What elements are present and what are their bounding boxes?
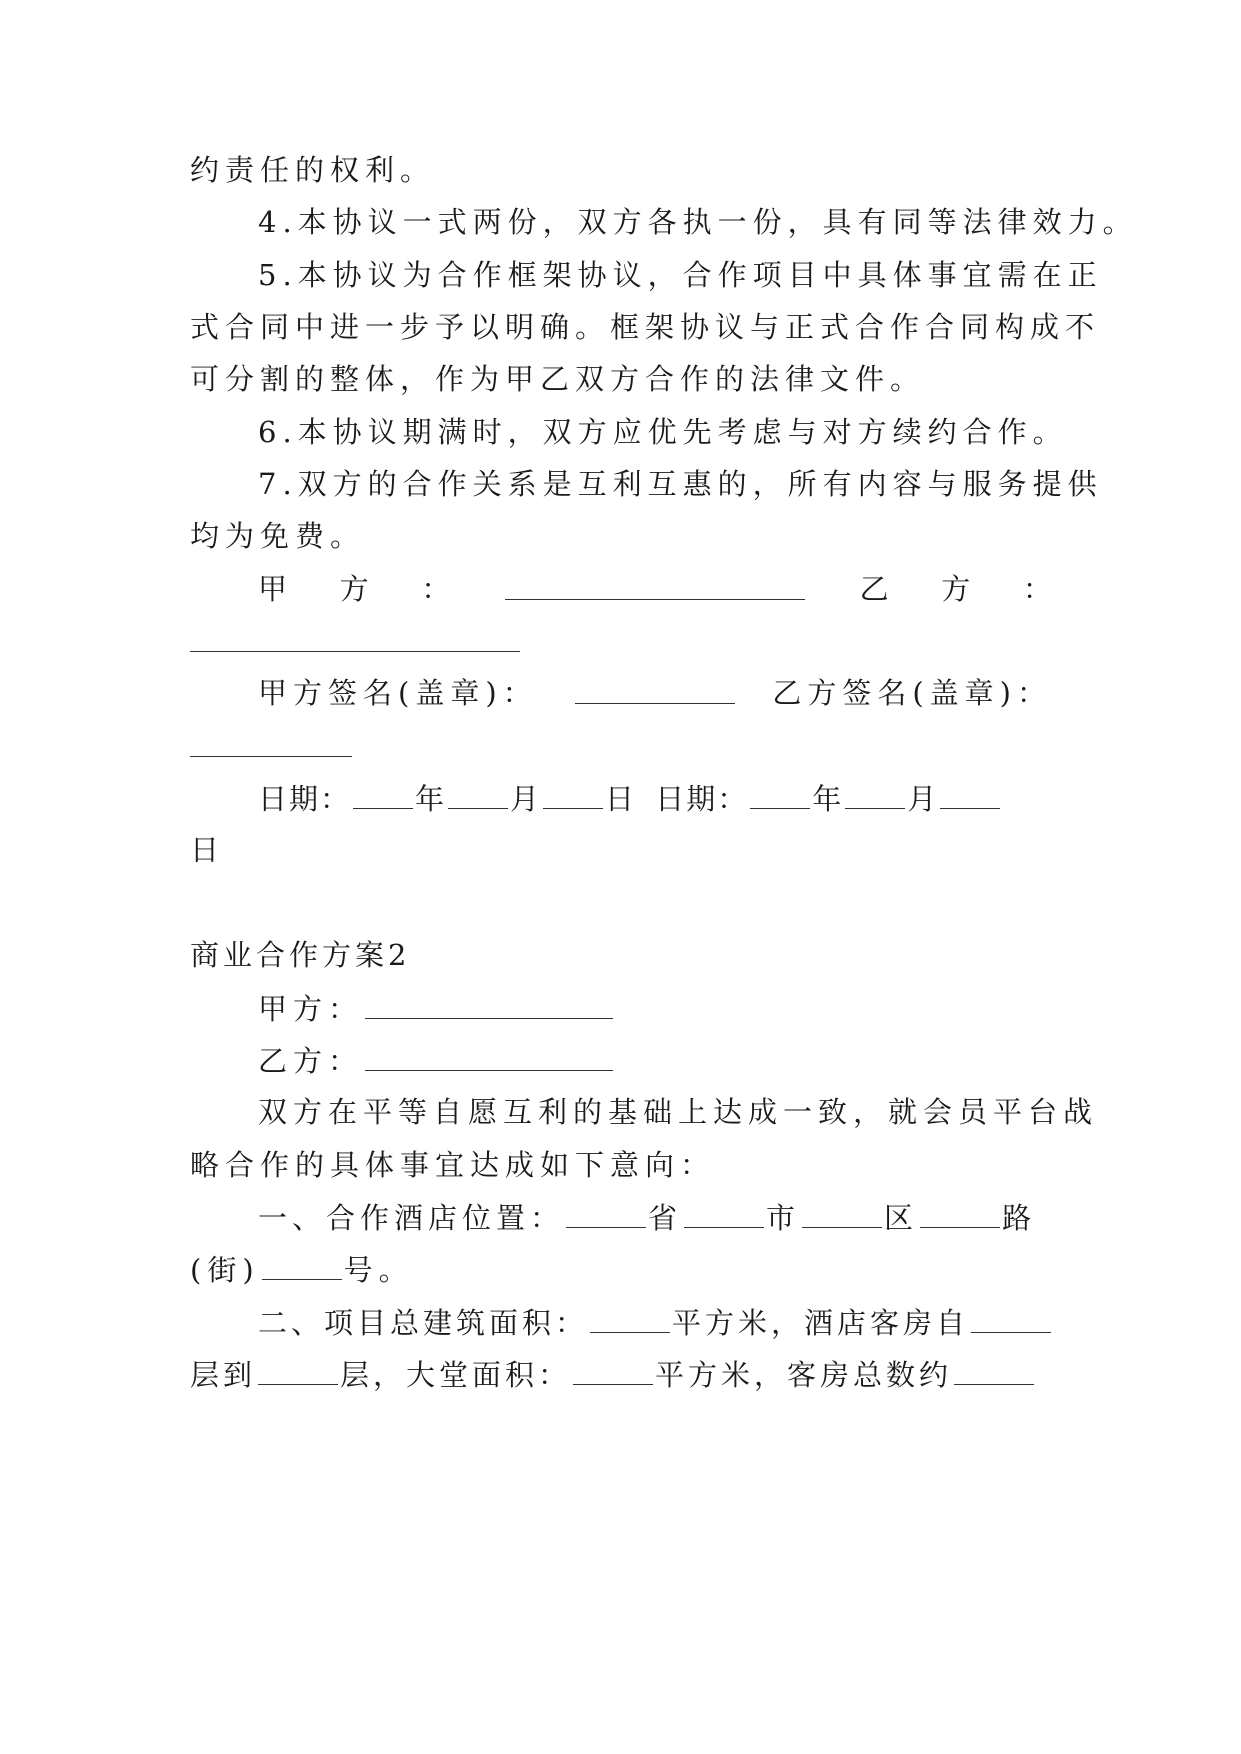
date-a-label: 日期： bbox=[258, 782, 352, 816]
date-b-year-blank[interactable] bbox=[750, 778, 810, 809]
plan2-party-a-label: 甲方： bbox=[258, 992, 364, 1026]
sign-b-blank[interactable] bbox=[190, 726, 352, 757]
rooms-count-label: 平方米，客房总数约 bbox=[655, 1358, 953, 1392]
plan2-party-a bbox=[258, 988, 1052, 1028]
clause-5-line-3: 可分割的整体，作为甲乙双方合作的法律文件。 bbox=[190, 362, 926, 396]
floor-to-label: 层到 bbox=[190, 1358, 257, 1392]
floor-to-blank[interactable] bbox=[258, 1354, 338, 1385]
plan2-intro-line-1: 双方在平等自愿互利的基础上达成一致，就会员平台战 bbox=[258, 1095, 1099, 1129]
clause-6: 6.本协议期满时，双方应优先考虑与对方续约合作。 bbox=[258, 415, 1068, 449]
year-label-b: 年 bbox=[812, 782, 844, 816]
sign-a-blank[interactable] bbox=[575, 673, 735, 704]
plan2-party-b-blank[interactable] bbox=[365, 1040, 613, 1071]
city-blank[interactable] bbox=[684, 1197, 764, 1228]
plan2-intro-line-2: 略合作的具体事宜达成如下意向： bbox=[190, 1148, 716, 1182]
road-label: 路 bbox=[1002, 1201, 1037, 1235]
date-b-day-line bbox=[190, 830, 1052, 870]
rooms-count-blank[interactable] bbox=[954, 1354, 1034, 1385]
item1-prefix: 一、合作酒店位置： bbox=[258, 1201, 565, 1235]
province-label: 省 bbox=[648, 1201, 683, 1235]
clause-7-line-1: 7.双方的合作关系是互利互惠的，所有内容与服务提供 bbox=[258, 467, 1103, 501]
date-a-day-blank[interactable] bbox=[543, 778, 603, 809]
item1-line-2 bbox=[190, 1249, 1052, 1289]
clause-7-line-2: 均为免费。 bbox=[190, 519, 366, 553]
item2-prefix: 二、项目总建筑面积： bbox=[258, 1306, 589, 1340]
plan2-party-a-blank[interactable] bbox=[365, 988, 613, 1019]
sign-b-label: 乙方签名(盖章)： bbox=[772, 676, 1052, 710]
clause-4: 4.本协议一式两份，双方各执一份，具有同等法律效力。 bbox=[258, 205, 1138, 239]
item2-line-2 bbox=[190, 1354, 1052, 1394]
district-blank[interactable] bbox=[802, 1197, 882, 1228]
party-a-label-2: 方 bbox=[339, 572, 369, 606]
date-b-label: 日期： bbox=[655, 782, 749, 816]
date-a-year-blank[interactable] bbox=[353, 778, 413, 809]
party-a-blank[interactable] bbox=[505, 569, 805, 600]
date-b-day-blank[interactable] bbox=[940, 778, 1000, 809]
party-b-blank[interactable] bbox=[190, 621, 520, 652]
party-b-blank-line bbox=[190, 621, 1052, 661]
item2-line-1 bbox=[258, 1302, 1052, 1342]
clause-5-line-2: 式合同中进一步予以明确。框架协议与正式合作合同构成不 bbox=[190, 310, 1101, 344]
total-area-blank[interactable] bbox=[590, 1302, 670, 1333]
month-label: 月 bbox=[510, 782, 542, 816]
plan2-party-b-label: 乙方： bbox=[258, 1044, 364, 1078]
clause-5-line-1: 5.本协议为合作框架协议，合作项目中具体事宜需在正 bbox=[258, 258, 1103, 292]
month-label-b: 月 bbox=[907, 782, 939, 816]
sqm-hotel-label: 平方米，酒店客房自 bbox=[672, 1306, 970, 1340]
province-blank[interactable] bbox=[566, 1197, 646, 1228]
party-a-colon: ： bbox=[421, 572, 451, 606]
sign-b-blank-line bbox=[190, 726, 1052, 766]
floor-from-blank[interactable] bbox=[971, 1302, 1051, 1333]
party-line bbox=[258, 569, 1052, 609]
day-label-b: 日 bbox=[190, 833, 226, 867]
plan2-party-b bbox=[258, 1040, 1052, 1080]
year-label: 年 bbox=[415, 782, 447, 816]
date-a-month-blank[interactable] bbox=[448, 778, 508, 809]
party-b-label: 乙 bbox=[859, 572, 889, 606]
item1-line-1 bbox=[258, 1197, 1052, 1237]
number-label: 号。 bbox=[343, 1253, 414, 1287]
party-b-colon: ： bbox=[1022, 572, 1052, 606]
date-line bbox=[258, 778, 1052, 818]
sign-a-label: 甲方签名(盖章)： bbox=[258, 676, 538, 710]
day-label: 日 bbox=[605, 782, 637, 816]
section-title: 商业合作方案2 bbox=[190, 938, 411, 972]
paragraph-continuation: 约责任的权利。 bbox=[190, 153, 436, 187]
lobby-area-label: 层，大堂面积： bbox=[340, 1358, 572, 1392]
date-b-month-blank[interactable] bbox=[845, 778, 905, 809]
party-b-label-2: 方 bbox=[941, 572, 971, 606]
party-a-label: 甲 bbox=[258, 572, 288, 606]
sign-line bbox=[258, 673, 1052, 713]
lobby-area-blank[interactable] bbox=[573, 1354, 653, 1385]
district-label: 区 bbox=[884, 1201, 919, 1235]
street-label: (街) bbox=[190, 1253, 260, 1287]
city-label: 市 bbox=[766, 1201, 801, 1235]
road-blank[interactable] bbox=[920, 1197, 1000, 1228]
number-blank[interactable] bbox=[262, 1249, 342, 1280]
